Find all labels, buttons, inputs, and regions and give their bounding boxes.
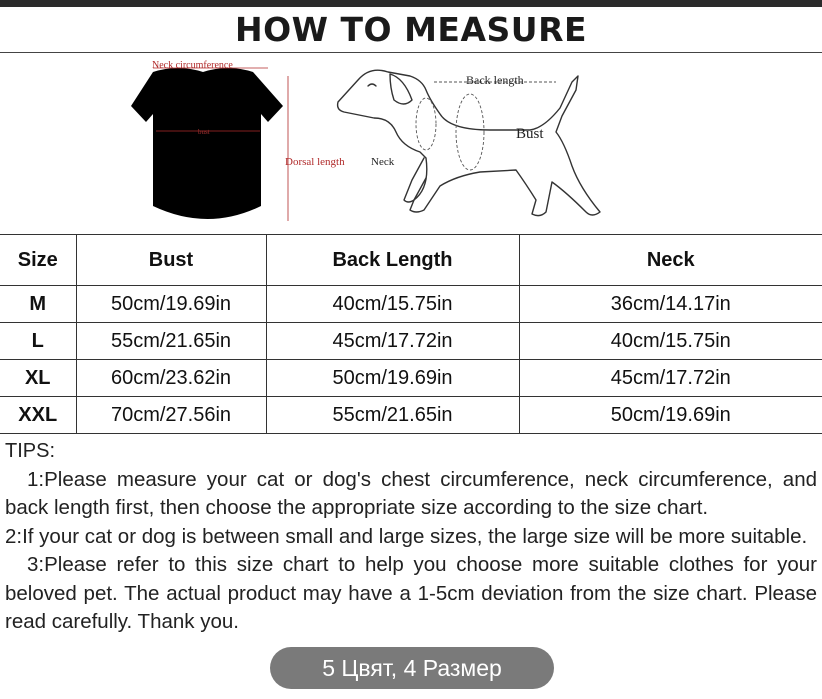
dog-eye — [368, 84, 376, 86]
neck-measure-ring — [416, 98, 436, 150]
size-cell: L — [0, 323, 76, 360]
tips-section — [5, 437, 817, 637]
dog-bust-label: Bust — [516, 126, 544, 142]
table-row — [0, 286, 822, 323]
dog-neck-label: Neck — [371, 156, 395, 168]
dog-front-leg — [404, 158, 426, 202]
size-cell: M — [0, 286, 76, 323]
size-cell: XXL — [0, 397, 76, 434]
shirt-illustration — [118, 56, 298, 232]
top-bar — [0, 0, 822, 7]
bust-cell: 50cm/19.69in — [76, 286, 266, 323]
header-bust: Bust — [76, 235, 266, 286]
dorsal-length-label: Dorsal length — [285, 156, 345, 168]
title-divider — [0, 52, 822, 53]
header-neck: Neck — [519, 235, 822, 286]
neck-cell: 40cm/15.75in — [519, 323, 822, 360]
neck-cell: 50cm/19.69in — [519, 397, 822, 434]
header-back-length: Back Length — [266, 235, 519, 286]
size-chart-table — [0, 234, 822, 434]
table-row — [0, 360, 822, 397]
bust-measure-ring — [456, 94, 484, 170]
tip-item: 2:If your cat or dog is between small and large sizes, the large size will be more suitable. — [5, 524, 808, 548]
back-length-cell: 55cm/21.65in — [266, 397, 519, 434]
dog-ear — [390, 74, 412, 104]
back-length-cell: 50cm/19.69in — [266, 360, 519, 397]
neck-cell: 45cm/17.72in — [519, 360, 822, 397]
variant-count-badge[interactable]: 5 Цвят, 4 Размер — [270, 647, 554, 689]
tip-item: 3:Please refer to this size chart to help you choose more suitable clothes for your beloved pet. The actual product may have a 1-5cm deviation from the size chart. Please read carefully. Thank you. — [5, 553, 817, 633]
bust-cell: 60cm/23.62in — [76, 360, 266, 397]
bust-cell: 55cm/21.65in — [76, 323, 266, 360]
bust-cell: 70cm/27.56in — [76, 397, 266, 434]
shirt-diagram — [118, 56, 298, 232]
header-size: Size — [0, 235, 76, 286]
back-length-label: Back length — [466, 73, 524, 87]
tips-heading: TIPS: — [5, 440, 56, 462]
back-length-cell: 40cm/15.75in — [266, 286, 519, 323]
page-title: HOW TO MEASURE — [234, 10, 588, 49]
shirt-shape — [131, 68, 283, 219]
neck-cell: 36cm/14.17in — [519, 286, 822, 323]
tip-item: 1:Please measure your cat or dog's chest circumference, neck circumference, and back length first, then choose the appropriate size according to the size chart. — [5, 467, 817, 519]
bust-label: bust — [198, 128, 210, 136]
table-row — [0, 397, 822, 434]
size-cell: XL — [0, 360, 76, 397]
table-row — [0, 323, 822, 360]
dog-diagram — [330, 60, 630, 232]
dog-illustration — [330, 60, 630, 232]
back-length-cell: 45cm/17.72in — [266, 323, 519, 360]
neck-circumference-label: Neck circumference — [152, 60, 233, 71]
dog-outline — [338, 70, 600, 215]
table-header-row — [0, 235, 822, 286]
